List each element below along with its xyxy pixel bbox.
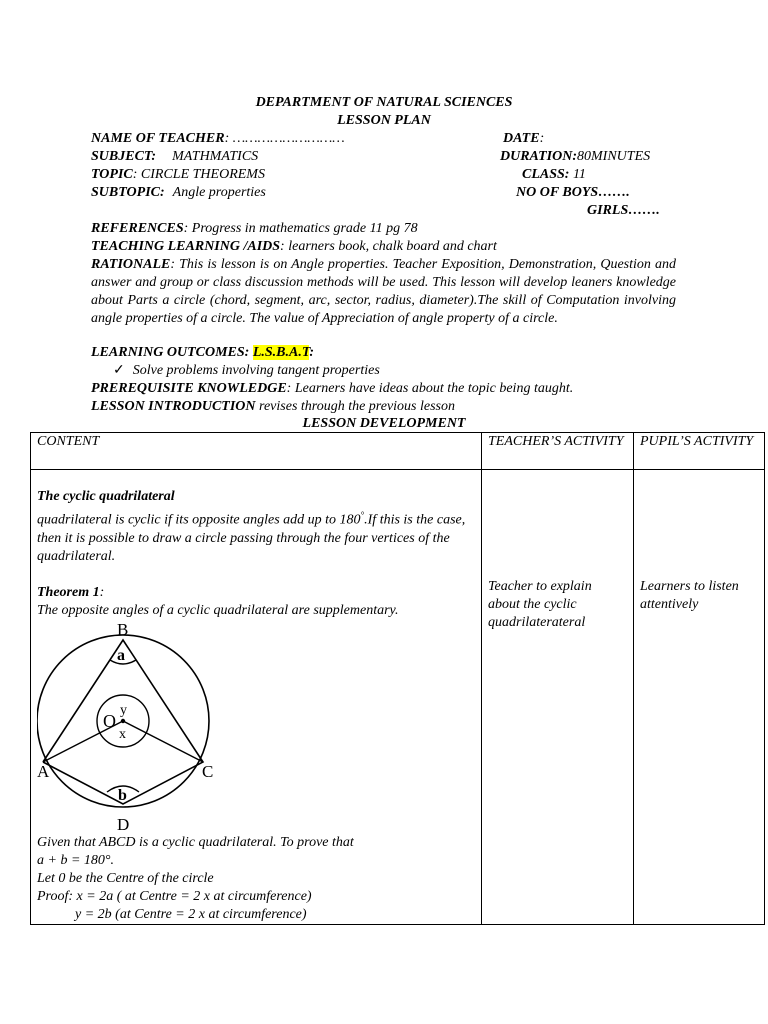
angle-b-label: b [118, 786, 127, 804]
introduction-label: LESSON INTRODUCTION [91, 399, 256, 414]
topic-label: TOPIC [91, 167, 133, 182]
vertex-d-label: D [117, 814, 130, 834]
vertex-c-label: C [202, 761, 214, 781]
outcomes-highlight: L.S.B.A.T [252, 345, 310, 360]
date-value: : [539, 131, 545, 146]
content-header: CONTENT [31, 433, 482, 470]
cyclic-definition-part2: .If this is the case, then it is possible to draw a circle passing through the four vertices of the quadrilateral. [37, 512, 466, 564]
given-line-2: a + b = 180°. [37, 852, 114, 868]
proof-line-1: Proof: x = 2a ( at Centre = 2 x at circumference) [37, 888, 312, 904]
centre-point [121, 718, 125, 722]
outcomes-suffix: : [309, 345, 315, 360]
lesson-development-table [30, 432, 765, 925]
boys-count: NO OF BOYS……. [516, 185, 630, 200]
table-row [31, 470, 765, 925]
aids-label: TEACHING LEARNING /AIDS [91, 239, 281, 254]
content-cell [31, 470, 482, 925]
duration-value: 80MINUTES [577, 149, 651, 164]
introduction-row [91, 398, 455, 416]
class-label: CLASS: [522, 167, 570, 182]
prerequisite-value: : Learners have ideas about the topic being taught. [286, 381, 574, 396]
cyclic-definition [37, 506, 475, 566]
radius-oc [123, 721, 203, 762]
date-row [503, 130, 544, 148]
theorem-label: Theorem 1 [37, 584, 100, 600]
references-row [91, 220, 418, 238]
outcomes-row [91, 344, 314, 362]
references-value: : Progress in mathematics grade 11 pg 78 [183, 221, 418, 236]
lesson-development-title: LESSON DEVELOPMENT [302, 416, 466, 431]
introduction-value: revises through the previous lesson [255, 399, 456, 414]
aids-value: : learners book, chalk board and chart [280, 239, 497, 254]
vertex-b-label: B [117, 621, 129, 639]
pupil-activity-header: PUPIL’S ACTIVITY [634, 433, 765, 470]
teacher-activity-cell [482, 470, 634, 925]
vertex-a-label: A [37, 761, 50, 781]
prerequisite-row [91, 380, 573, 398]
class-row [522, 166, 586, 184]
duration-label: DURATION: [500, 149, 578, 164]
checkmark-icon: ✓ [113, 363, 125, 378]
subtopic-label: SUBTOPIC: [91, 185, 165, 200]
pupil-activity-cell [634, 470, 765, 925]
topic-row [91, 166, 265, 184]
references-label: REFERENCES [91, 221, 184, 236]
cyclic-quadrilateral-diagram [37, 622, 237, 834]
cyclic-definition-part1: quadrilateral is cyclic if its opposite angles add up to 180 [37, 512, 361, 528]
teacher-value: : ……………………… [224, 131, 345, 146]
aids-row [91, 238, 497, 256]
teacher-row [91, 130, 345, 148]
subject-label: SUBJECT: [91, 149, 157, 164]
teacher-activity-header: TEACHER’S ACTIVITY [482, 433, 634, 470]
degree-sup: ° [360, 510, 365, 520]
rationale-value: : This is lesson is on Angle properties. Teacher Exposition, Demonstration, Question and answer and group or class discussion methods will be used. This lesson will develop leaners knowledge about Parts a circle (chord, segment, arc, sector, radius, diameter).The skill of Computation involving angle properties of a circle. The value of Appreciation of angle property of a circle. [91, 257, 676, 326]
lesson-plan-title: LESSON PLAN [337, 113, 431, 128]
department-heading: DEPARTMENT OF NATURAL SCIENCES [255, 95, 513, 110]
given-line-1: Given that ABCD is a cyclic quadrilateral. To prove that [37, 834, 354, 850]
cyclic-quadrilateral-heading: The cyclic quadrilateral [37, 489, 175, 504]
pupil-activity-text: Learners to listen attentively [640, 579, 739, 612]
table-header-row [31, 433, 765, 470]
outcome-item-text: Solve problems involving tangent properties [132, 363, 380, 378]
outcomes-label: LEARNING OUTCOMES: [91, 345, 253, 360]
angle-y-label: y [120, 702, 127, 718]
angle-a-label: a [117, 646, 125, 664]
subtopic-value: Angle properties [172, 185, 266, 200]
teacher-activity-text: Teacher to explain about the cyclic quadrilaterateral [488, 579, 592, 630]
angle-x-label: x [119, 726, 126, 742]
theorem-heading [37, 584, 475, 602]
let-line: Let 0 be the Centre of the circle [37, 870, 214, 886]
theorem-statement: The opposite angles of a cyclic quadrilateral are supplementary. [37, 602, 399, 618]
theorem-colon: : [99, 584, 105, 600]
proof-line-2: y = 2b (at Centre = 2 x at circumference) [75, 906, 307, 922]
topic-value: : CIRCLE THEOREMS [132, 167, 265, 182]
outcome-item [113, 362, 380, 380]
subject-row [91, 148, 258, 166]
duration-row [500, 148, 650, 166]
teacher-label: NAME OF TEACHER [91, 131, 225, 146]
prerequisite-label: PREREQUISITE KNOWLEDGE [91, 381, 287, 396]
rationale-paragraph [91, 256, 676, 328]
rationale-label: RATIONALE [91, 257, 171, 272]
class-value: 11 [572, 167, 586, 182]
girls-count: GIRLS……. [587, 203, 660, 218]
centre-o-label: O [103, 710, 116, 731]
subtopic-row [91, 184, 266, 202]
date-label: DATE [503, 131, 540, 146]
subject-value: MATHMATICS [172, 149, 259, 164]
